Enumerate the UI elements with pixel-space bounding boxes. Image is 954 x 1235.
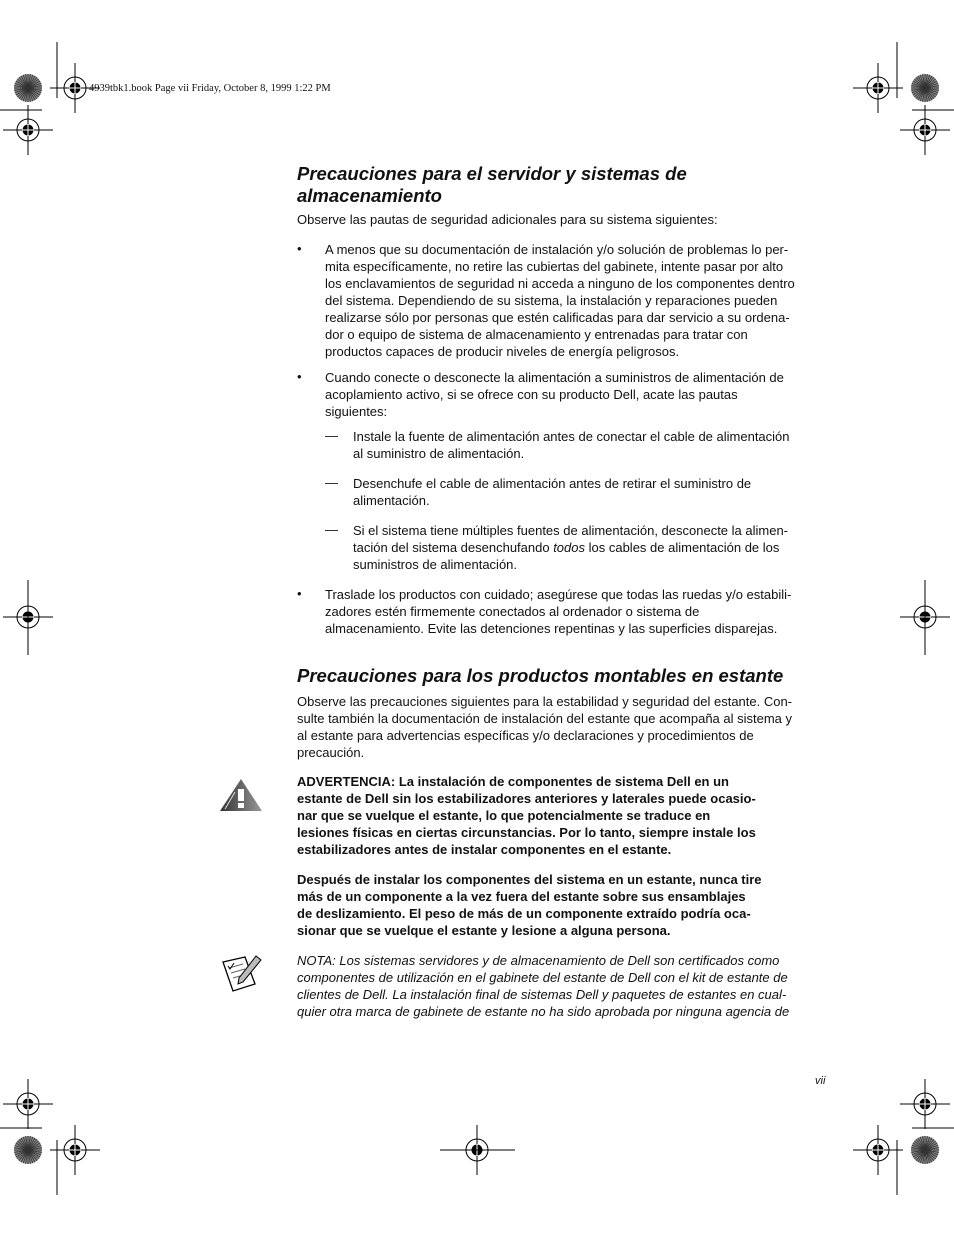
- bullet-item: Traslade los productos con cuidado; asegúrese que todas las ruedas y/o estabili- zadores estén firmemente conectados al ordenador o sistema de almacenamiento. Evite las detenciones repentinas y las superficies disparejas.: [325, 587, 792, 636]
- bullet-icon: •: [297, 586, 302, 601]
- note-icon: [221, 954, 263, 992]
- warning-icon: [219, 778, 263, 812]
- section2-intro: Observe las precauciones siguientes para la estabilidad y seguridad del estante. Con- sulte también la documentación de instalación del estante que acompaña al sistema y al estante para advertencias específicas y/o declaraciones y procedimientos de precaución.: [297, 694, 793, 760]
- print-header: 4939tbk1.book Page vii Friday, October 8, 1999 1:22 PM: [89, 83, 331, 94]
- registration-mark-icon: [900, 105, 950, 155]
- color-bar-target-icon: [14, 1136, 42, 1164]
- section1-intro: Observe las pautas de seguridad adicionales para su sistema siguientes:: [297, 212, 718, 227]
- registration-mark-icon: [853, 1125, 903, 1175]
- dash-icon: —: [325, 522, 338, 537]
- color-bar-target-icon: [14, 74, 42, 102]
- registration-mark-icon: [900, 1079, 950, 1129]
- sub-item: Instale la fuente de alimentación antes de conectar el cable de alimentación al suministro de alimentación.: [353, 429, 790, 461]
- sub-item: [353, 522, 788, 573]
- section-heading-rack-precautions: Precauciones para los productos montables en estante: [297, 665, 784, 686]
- dash-icon: —: [325, 475, 338, 490]
- warning-text: ADVERTENCIA: La instalación de componentes de sistema Dell en un estante de Dell sin los estabilizadores anteriores y laterales puede ocasio- nar que se vuelque el estante, lo que potencialmente se traduce en lesiones físicas en ciertas circunstancias. Por lo tanto, siempre instale los estabilizadores antes de instalar componentes en el estante.: [297, 774, 756, 857]
- dash-icon: —: [325, 428, 338, 443]
- note-text: NOTA: Los sistemas servidores y de almacenamiento de Dell son certificados como componentes de utilización en el gabinete del estante de Dell con el kit de estante de clientes de Dell. La instalación final de sistemas Dell y paquetes de estantes en cual- quier otra marca de gabinete de estante no ha sido aprobada por ninguna agencia de: [297, 953, 790, 1019]
- page-number: vii: [815, 1075, 826, 1087]
- registration-mark-icon: [3, 105, 53, 155]
- color-bar-target-icon: [911, 74, 939, 102]
- sub-item-text: los cables de alimentación de los suministros de alimentación.: [353, 540, 780, 572]
- sub-item-text: Si el sistema tiene múltiples fuentes de alimentación, desconecte la alimen- tación del sistema desenchufando: [353, 523, 789, 555]
- registration-mark-icon: [3, 1079, 53, 1129]
- bullet-item: A menos que su documentación de instalación y/o solución de problemas lo per- mita específicamente, no retire las cubiertas del gabinete, intente pasar por alto los enclavamientos de seguridad ni acceda a ninguno de los componentes dentro del sistema. Dependiendo de su sistema, la instalación y reparaciones pueden realizarse sólo por personas que estén calificadas para dar servicio a su ordena- dor o equipo de sistema de almacenamiento y entrenadas para tratar con productos capaces de producir niveles de energía peligrosos.: [325, 242, 795, 359]
- color-bar-target-icon: [911, 1136, 939, 1164]
- registration-mark-icon: [853, 63, 903, 113]
- bullet-icon: •: [297, 241, 302, 256]
- bullet-item: Cuando conecte o desconecte la alimentación a suministros de alimentación de acoplamiento activo, si se ofrece con su producto Dell, acate las pautas siguientes:: [325, 370, 784, 419]
- bullet-icon: •: [297, 369, 302, 384]
- sub-item-emphasis: todos: [553, 540, 585, 555]
- sub-item: Desenchufe el cable de alimentación antes de retirar el suministro de alimentación.: [353, 476, 752, 508]
- section-heading-server-precautions: Precauciones para el servidor y sistemas de almacenamiento: [297, 163, 687, 206]
- warning-text-continued: Después de instalar los componentes del sistema en un estante, nunca tire más de un componente a la vez fuera del estante sobre sus ensamblajes de deslizamiento. El peso de más de un componente extraído podría oca- sionar que se vuelque el estante y lesione a alguna persona.: [297, 872, 762, 938]
